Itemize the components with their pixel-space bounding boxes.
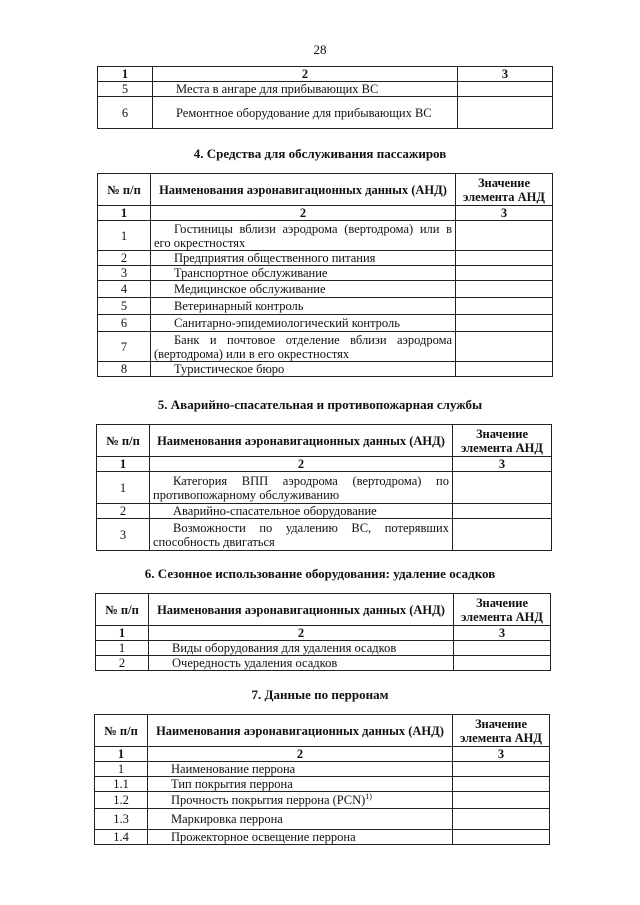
row-value [458, 97, 553, 129]
index-cell: 3 [454, 626, 551, 641]
table-index-row [97, 457, 552, 472]
header-col-value: Значение элемента АНД [454, 594, 551, 626]
row-number: 5 [98, 82, 153, 97]
table-row [98, 97, 553, 129]
table-row [98, 221, 553, 251]
row-value [453, 519, 552, 551]
row-name: Очередность удаления осадков [149, 656, 454, 671]
header-col-value: Значение элемента АНД [453, 715, 550, 747]
index-cell: 2 [149, 626, 454, 641]
row-value [456, 221, 553, 251]
row-name: Тип покрытия перрона [148, 777, 453, 792]
table-row [98, 251, 553, 266]
row-number: 2 [97, 504, 150, 519]
row-number: 1 [97, 472, 150, 504]
header-col-name: Наименования аэронавигационных данных (АНД) [150, 425, 453, 457]
row-number: 5 [98, 298, 151, 315]
index-cell: 1 [95, 747, 148, 762]
index-cell: 1 [97, 457, 150, 472]
header-col-number: № п/п [98, 174, 151, 206]
table-index-row [98, 67, 553, 82]
row-name: Виды оборудования для удаления осадков [149, 641, 454, 656]
row-name: Прожекторное освещение перрона [148, 830, 453, 845]
row-value [453, 762, 550, 777]
table-row [98, 298, 553, 315]
table-index-row [98, 206, 553, 221]
table-index-row [95, 747, 550, 762]
row-number: 1.4 [95, 830, 148, 845]
row-value [454, 656, 551, 671]
row-name: Аварийно-спасательное оборудование [150, 504, 453, 519]
header-col-number: № п/п [95, 715, 148, 747]
row-value [456, 281, 553, 298]
index-cell: 2 [153, 67, 458, 82]
header-col-number: № п/п [96, 594, 149, 626]
row-value [453, 472, 552, 504]
header-col-name: Наименования аэронавигационных данных (АНД) [151, 174, 456, 206]
header-col-name: Наименования аэронавигационных данных (АНД) [149, 594, 454, 626]
continuation-table [97, 66, 553, 129]
row-name-text: Прочность покрытия перрона (PCN) [171, 793, 366, 807]
row-name: Банк и почтовое отделение вблизи аэродрома (вертодрома) или в его окрестностях [151, 332, 456, 362]
row-number: 1 [96, 641, 149, 656]
index-cell: 2 [150, 457, 453, 472]
section-table [97, 173, 553, 377]
row-number: 1.1 [95, 777, 148, 792]
row-number: 6 [98, 97, 153, 129]
row-name: Возможности по удалению ВС, потерявших способность двигаться [150, 519, 453, 551]
section-table [94, 714, 550, 845]
table-row [95, 777, 550, 792]
row-value [453, 777, 550, 792]
row-value [456, 251, 553, 266]
table-row [95, 809, 550, 830]
header-col-number: № п/п [97, 425, 150, 457]
row-number: 6 [98, 315, 151, 332]
row-name: Туристическое бюро [151, 362, 456, 377]
index-cell: 1 [98, 206, 151, 221]
index-cell: 2 [151, 206, 456, 221]
row-value [453, 830, 550, 845]
row-value [456, 362, 553, 377]
row-name [148, 792, 453, 809]
row-value [453, 504, 552, 519]
row-number: 1.2 [95, 792, 148, 809]
table-header-row [96, 594, 551, 626]
table-row [98, 362, 553, 377]
table-row [95, 762, 550, 777]
section-table [96, 424, 552, 551]
row-value [458, 82, 553, 97]
table-row [95, 830, 550, 845]
row-name: Категория ВПП аэродрома (вертодрома) по противопожарному обслуживанию [150, 472, 453, 504]
row-name: Предприятия общественного питания [151, 251, 456, 266]
index-cell: 3 [458, 67, 553, 82]
row-value [456, 332, 553, 362]
row-name: Места в ангаре для прибывающих ВС [153, 82, 458, 97]
row-number: 1.3 [95, 809, 148, 830]
table-row [98, 281, 553, 298]
header-col-name: Наименования аэронавигационных данных (АНД) [148, 715, 453, 747]
table-row [98, 82, 553, 97]
section-title: 4. Средства для обслуживания пассажиров [193, 146, 447, 161]
section-title: 7. Данные по перронам [251, 687, 389, 702]
table-header-row [98, 174, 553, 206]
row-name: Транспортное обслуживание [151, 266, 456, 281]
row-number: 4 [98, 281, 151, 298]
row-number: 7 [98, 332, 151, 362]
row-value [453, 809, 550, 830]
table-row [98, 266, 553, 281]
row-number: 2 [96, 656, 149, 671]
table-row [97, 504, 552, 519]
table-row [98, 315, 553, 332]
index-cell: 1 [98, 67, 153, 82]
row-number: 2 [98, 251, 151, 266]
row-number: 8 [98, 362, 151, 377]
section-title: 5. Аварийно-спасательная и противопожарная службы [157, 397, 483, 412]
page-number: 28 [313, 42, 327, 57]
footnote-marker: 1) [365, 791, 372, 801]
table-row [97, 472, 552, 504]
row-value [456, 298, 553, 315]
row-value [456, 315, 553, 332]
row-number: 1 [95, 762, 148, 777]
row-name: Ветеринарный контроль [151, 298, 456, 315]
index-cell: 3 [453, 747, 550, 762]
row-value [453, 792, 550, 809]
table-row [97, 519, 552, 551]
row-number: 1 [98, 221, 151, 251]
row-name: Маркировка перрона [148, 809, 453, 830]
row-value [454, 641, 551, 656]
section-table [95, 593, 551, 671]
table-row [95, 792, 550, 809]
row-value [456, 266, 553, 281]
table-index-row [96, 626, 551, 641]
row-number: 3 [97, 519, 150, 551]
row-number: 3 [98, 266, 151, 281]
header-col-value: Значение элемента АНД [453, 425, 552, 457]
header-col-value: Значение элемента АНД [456, 174, 553, 206]
row-name: Гостиницы вблизи аэродрома (вертодрома) или в его окрестностях [151, 221, 456, 251]
row-name: Ремонтное оборудование для прибывающих ВС [153, 97, 458, 129]
table-header-row [95, 715, 550, 747]
row-name: Санитарно-эпидемиологический контроль [151, 315, 456, 332]
table-row [98, 332, 553, 362]
index-cell: 2 [148, 747, 453, 762]
table-row [96, 641, 551, 656]
section-title: 6. Сезонное использование оборудования: удаление осадков [144, 566, 496, 581]
index-cell: 3 [453, 457, 552, 472]
index-cell: 3 [456, 206, 553, 221]
index-cell: 1 [96, 626, 149, 641]
row-name: Наименование перрона [148, 762, 453, 777]
table-header-row [97, 425, 552, 457]
row-name: Медицинское обслуживание [151, 281, 456, 298]
table-row [96, 656, 551, 671]
